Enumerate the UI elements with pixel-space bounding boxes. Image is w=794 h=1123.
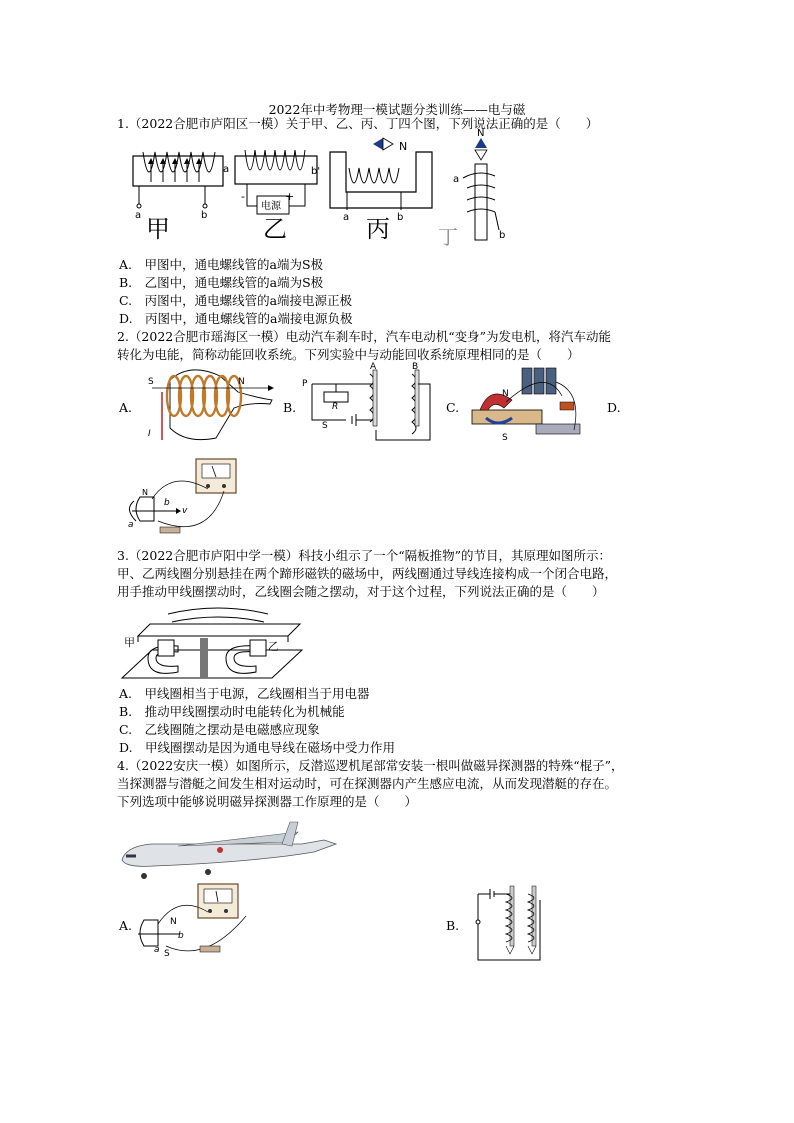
q2-fig-a-hand (140, 362, 275, 444)
q1-ding-b: b (499, 230, 506, 241)
q4-a-N: N (170, 917, 177, 927)
q1-option-d: D. 丙图中，通电螺线管的a端接电源负极 (119, 311, 353, 326)
q4-stem-line3: 下列选项中能够说明磁异探测器工作原理的是（ ） (117, 794, 418, 809)
q1-option-c: C. 丙图中，通电螺线管的a端接电源正极 (119, 293, 353, 308)
q1-minus: - (241, 190, 245, 203)
q1-label-yi: 乙 (263, 215, 287, 243)
q3-stem-line1: 3.（2022合肥市庐阳中学一模）科技小组示了一个“隔板推物”的节目，其原理如图所示： (117, 548, 612, 563)
q1-power: 电源 (261, 201, 281, 212)
q1-fig-yi (223, 150, 320, 214)
q2-b-A: A (370, 362, 377, 372)
q4-stem-line1: 4.（2022安庆一模）如图所示，反潜巡逻机尾部常安装一根叫做磁异探测器的特殊“棍子”， (117, 758, 624, 773)
q1-fig-jia (133, 152, 223, 221)
q2-option-a: A. (119, 400, 133, 415)
q1-jia-a: a (135, 210, 142, 221)
q2-b-S: S (322, 421, 328, 431)
q2-b-R: R (332, 402, 339, 412)
q2-option-d: D. (607, 400, 621, 415)
q4-option-a: A. (119, 918, 133, 933)
q2-c-N: N (502, 389, 509, 399)
q2-fig-c-motor (466, 362, 586, 444)
q3-option-c: C. 乙线圈随之摆动是电磁感应现象 (119, 722, 320, 737)
q2-d-N: N (142, 488, 148, 497)
q3-fig-jia: 甲 (124, 636, 135, 649)
q2-b-P: P (302, 379, 308, 389)
q2-stem-line1: 2.（2022合肥市瑶海区一模）电动汽车刹车时，汽车电动机“变身”为发电机，将汽车动能 (117, 329, 612, 344)
q1-stem: 1.（2022合肥市庐阳区一模）关于甲、乙、丙、丁四个图，下列说法正确的是（ ） (117, 116, 599, 131)
q1-option-a: A. 甲图中，通电螺线管的a端为S极 (119, 257, 324, 272)
q1-fig-ding (453, 128, 505, 241)
q1-option-b: B. 乙图中，通电螺线管的a端为S极 (119, 275, 324, 290)
q2-option-b: B. (283, 400, 297, 415)
q2-d-v: v (182, 506, 188, 516)
q2-option-c: C. (446, 400, 460, 415)
q4-a-S: S (164, 949, 170, 959)
q3-option-a: A. 甲线圈相当于电源，乙线圈相当于用电器 (119, 686, 370, 701)
q4-fig-patrol-aircraft (118, 820, 338, 888)
q2-stem-line2: 转化为电能，简称动能回收系统。下列实验中与动能回收系统原理相同的是（ ） (117, 347, 580, 362)
q1-label-ding: 丁 (438, 225, 458, 249)
q3-option-d: D. 甲线圈摆动是因为通电导线在磁场中受力作用 (119, 740, 396, 755)
q1-ding-a: a (453, 174, 460, 185)
q4-option-b: B. (446, 918, 460, 933)
q3-stem-line2: 甲、乙两线圈分别悬挂在两个蹄形磁铁的磁场中，两线圈通过导线连接构成一个闭合电路， (117, 566, 618, 581)
q2-fig-b-electromagnets (296, 364, 436, 442)
q1-label-bing: 丙 (366, 215, 390, 243)
q2-d-b: b (164, 498, 170, 508)
q2-a-I: I (148, 429, 151, 439)
q2-b-B: B (412, 362, 419, 372)
q2-a-S: S (148, 377, 154, 387)
q1-bing-N: N (399, 140, 408, 153)
q2-d-a: a (128, 520, 134, 530)
q4-a-a: a (154, 945, 160, 955)
q1-jia-b: b (201, 210, 208, 221)
q1-yi-b: b' (311, 166, 321, 177)
q3-fig-partition (118, 602, 304, 684)
q1-bing-a: a (343, 212, 350, 223)
page-title: 2022年中考物理一模试题分类训练——电与磁 (268, 102, 526, 117)
q3-stem-line3: 用手推动甲线圈摆动时，乙线圈会随之摆动，对于这个过程，下列说法正确的是（ ） (117, 584, 605, 599)
q2-a-N: N (238, 377, 245, 387)
q1-plus: + (285, 190, 295, 203)
q2-c-S: S (502, 433, 508, 443)
q1-label-jia: 甲 (146, 215, 170, 243)
q4-a-b: b (178, 931, 184, 941)
q3-option-b: B. 推动甲线圈摆动时电能转化为机械能 (119, 704, 345, 719)
q1-bing-b: b (397, 212, 404, 223)
q4-fig-b-electromagnets (470, 880, 560, 962)
q4-stem-line2: 当探测器与潜艇之间发生相对运动时，可在探测器内产生感应电流，从而发现潜艇的存在。 (117, 776, 618, 791)
q1-figures (125, 128, 545, 250)
q1-fig-bing (330, 138, 432, 223)
q2-fig-d-generator (118, 455, 258, 540)
q1-yi-a: a (223, 164, 230, 175)
q4-fig-a-induction (130, 880, 260, 960)
q3-fig-yi: 乙 (268, 640, 279, 653)
q1-ding-N: N (477, 128, 485, 139)
